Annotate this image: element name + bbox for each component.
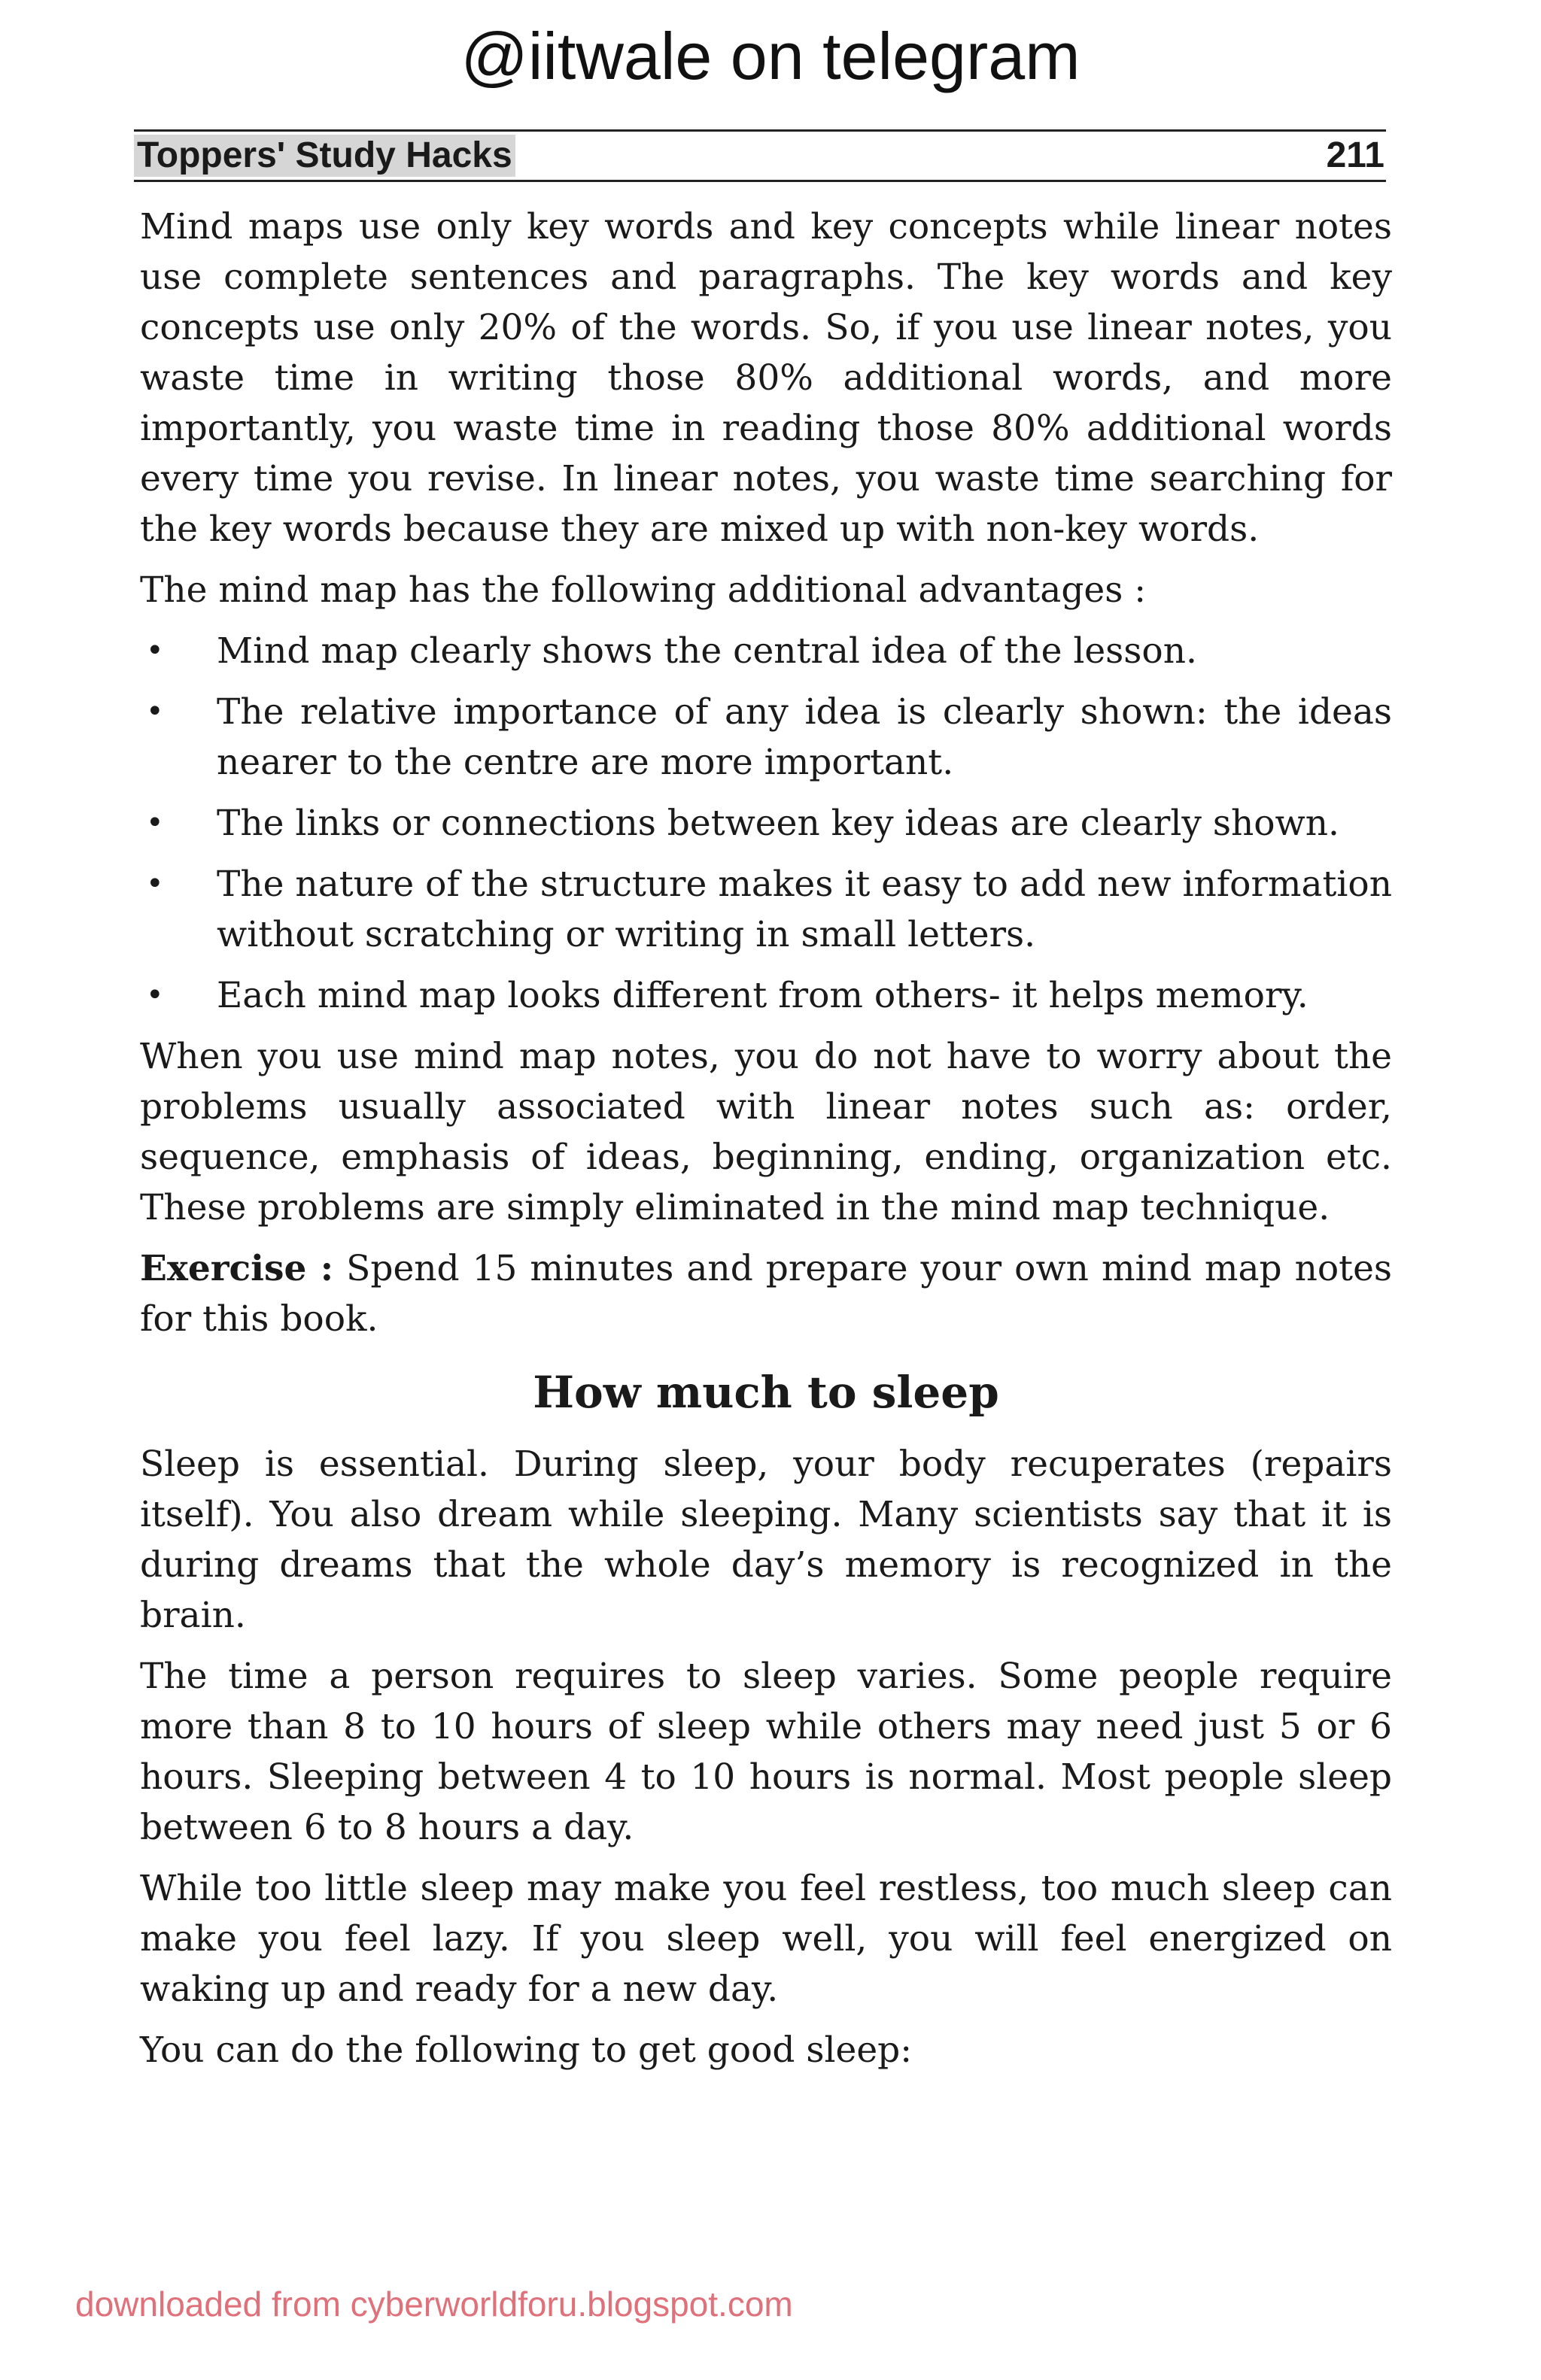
bullet-icon: •: [146, 867, 164, 901]
bullet-icon: •: [146, 694, 164, 729]
list-item-text: Each mind map looks different from others- it helps memory.: [217, 975, 1308, 1016]
section-heading: How much to sleep: [533, 1367, 999, 1418]
list-item: [140, 687, 1392, 788]
bullet-icon: •: [146, 633, 164, 668]
bullet-icon: •: [146, 978, 164, 1012]
list-item: [140, 970, 1392, 1021]
linear-problems-paragraph: When you use mind map notes, you do not have to worry about the problems usually associated with linear notes such as: order, sequence, emphasis of ideas, beginning, ending, organization etc. These problems are simply eliminated in the mind map technique.: [140, 1036, 1392, 1228]
download-watermark: downloaded from cyberworldforu.blogspot.com: [75, 2284, 793, 2324]
list-item-text: Mind map clearly shows the central idea of the lesson.: [217, 630, 1197, 672]
list-item: [140, 626, 1392, 676]
list-item-text: The relative importance of any idea is clearly shown: the ideas nearer to the centre are more important.: [217, 691, 1392, 783]
list-item-text: The nature of the structure makes it easy to add new information without scratching or writing in small letters.: [217, 864, 1392, 955]
page-body: [140, 202, 1392, 2086]
running-header: [134, 129, 1386, 182]
advantages-list: [140, 626, 1392, 1021]
sleep-paragraph: Sleep is essential. During sleep, your body recuperates (repairs itself). You also dream while sleeping. Many scientists say that it is during dreams that the whole day’s memory is recognized in the brain.: [140, 1443, 1392, 1636]
list-item-text: The links or connections between key ideas are clearly shown.: [217, 803, 1339, 844]
book-title: Toppers' Study Hacks: [134, 135, 515, 177]
exercise-label: Exercise :: [140, 1248, 334, 1289]
intro-paragraph: Mind maps use only key words and key concepts while linear notes use complete sentences and paragraphs. The key words and key concepts use only 20% of the words. So, if you use linear notes, you waste time in writing those 80% additional words, and more importantly, you waste time in reading those 80% additional words every time you revise. In linear notes, you waste time searching for the key words because they are mixed up with non-key words.: [140, 206, 1392, 550]
sleep-paragraph: The time a person requires to sleep varies. Some people require more than 8 to 10 hours of sleep while others may need just 5 or 6 hours. Sleeping between 4 to 10 hours is normal. Most people sleep between 6 to 8 hours a day.: [140, 1656, 1392, 1848]
list-item: [140, 859, 1392, 960]
exercise-paragraph: [140, 1243, 1392, 1344]
exercise-text: Spend 15 minutes and prepare your own mind map notes for this book.: [140, 1248, 1392, 1340]
advantages-intro: The mind map has the following additional advantages :: [140, 569, 1147, 611]
sleep-paragraph: While too little sleep may make you feel restless, too much sleep can make you feel lazy. If you sleep well, you will feel energized on waking up and ready for a new day.: [140, 1868, 1392, 2010]
bullet-icon: •: [146, 806, 164, 840]
sleep-paragraph: You can do the following to get good sleep:: [140, 2029, 913, 2071]
page-number: 211: [1326, 135, 1384, 175]
telegram-watermark: @iitwale on telegram: [460, 19, 1081, 93]
list-item: [140, 798, 1392, 848]
